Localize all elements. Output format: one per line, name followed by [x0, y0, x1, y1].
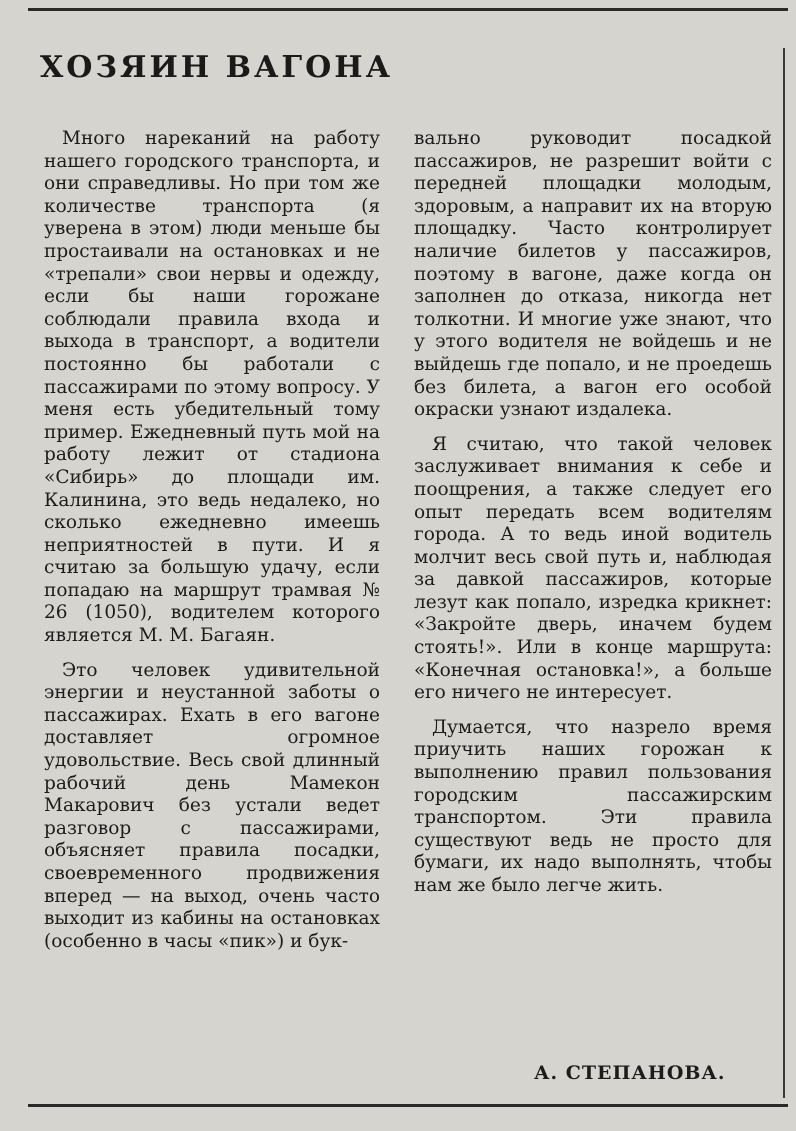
column-rule — [783, 48, 785, 1098]
top-rule — [28, 8, 788, 11]
bottom-rule — [28, 1104, 788, 1107]
article-column-left — [44, 128, 380, 965]
paragraph-5: Думается, что назрело время приучить наших горожан к выполнению правил пользования городским пассажирским транспортом. Эти правила существуют ведь не просто для бумаги, их надо выполнять, чтобы нам же было легче жить. — [414, 716, 772, 896]
author-signature: А. СТЕПАНОВА. — [534, 1062, 726, 1084]
paragraph-2: Это человек удивительной энергии и неустанной заботы о пассажирах. Ехать в его вагоне доставляет огромное удовольствие. Весь свой длинный рабочий день Мамекон Макарович без устали ведет разговор с пассажирами, объясняет правила посадки, своевременного продвижения вперед — на выход, очень часто выходит из кабины на остановках (особенно в часы «пик») и бук- — [44, 659, 380, 952]
headline: ХОЗЯИН ВАГОНА — [40, 50, 394, 85]
paragraph-1: Много нареканий на работу нашего городского транспорта, и они справедливы. Но при том же количестве транспорта (я уверена в этом) люди меньше бы простаивали на остановках и не «трепали» свои нервы и одежду, если бы наши горожане соблюдали правила входа и выхода в транспорт, а водители постоянно бы работали с пассажирами по этому вопросу. У меня есть убедительный тому пример. Ежедневный путь мой на работу лежит от стадиона «Сибирь» до площади им. Калинина, это ведь недалеко, но сколько ежедневно имеешь неприятностей в пути. И я считаю за большую удачу, если попадаю на маршрут трамвая № 26 (1050), водителем которого является М. М. Багаян. — [44, 128, 380, 647]
paragraph-3: вально руководит посадкой пассажиров, не разрешит войти с передней площадки молодым, здоровым, а направит их на вторую площадку. Часто контролирует наличие билетов у пассажиров, поэтому в вагоне, даже когда он заполнен до отказа, никогда нет толкотни. И многие уже знают, что у этого водителя не войдешь и не выйдешь где попало, и не проедешь без билета, а вагон его особой окраски узнают издалека. — [414, 128, 772, 421]
article-column-right — [414, 128, 772, 910]
paragraph-4: Я считаю, что такой человек заслуживает внимания к себе и поощрения, а также следует его опыт передать всем водителям города. А то ведь иной водитель молчит весь свой путь и, наблюдая за давкой пассажиров, которые лезут как попало, изредка крикнет: «Закройте дверь, иначем будем стоять!». Или в конце маршрута: «Конечная остановка!», а больше его ничего не интересует. — [414, 433, 772, 704]
